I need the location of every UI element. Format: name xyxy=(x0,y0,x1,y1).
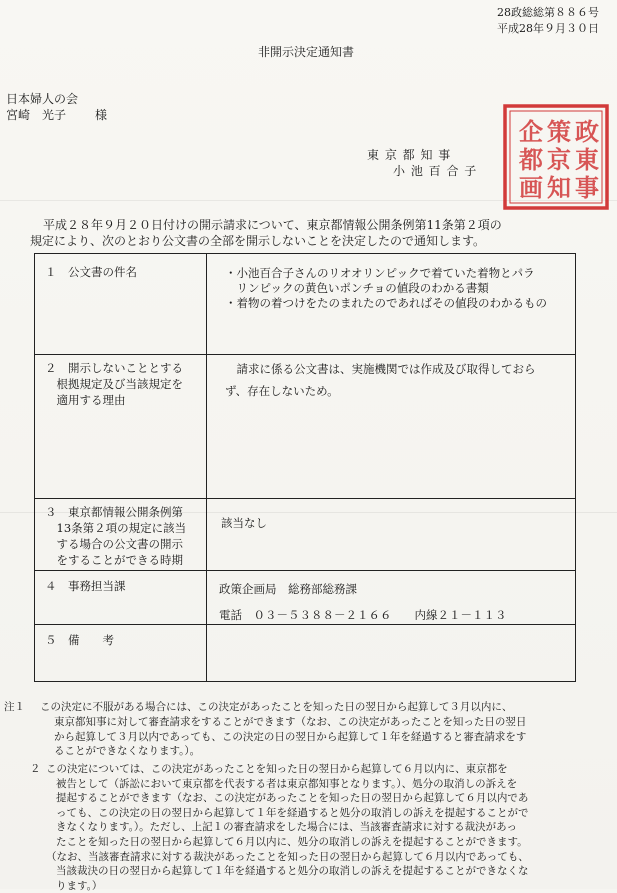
recipient-name: 宮崎 光子 xyxy=(6,108,67,122)
table-row-label: ２ 開示しないこととする 根拠規定及び当該規定を 適用する理由 xyxy=(45,361,183,407)
document-date: 平成28年９月３０日 xyxy=(497,22,599,35)
seal-character: 事 xyxy=(575,173,599,202)
table-row-value: 該当なし xyxy=(221,516,267,530)
document-number: 28政総総第８８６号 xyxy=(497,6,599,19)
seal-character: 政 xyxy=(575,117,599,146)
official-seal xyxy=(501,102,611,212)
recipient-org: 日本婦人の会 xyxy=(6,92,79,106)
table-row-label: １ 公文書の件名 xyxy=(45,265,137,279)
sender-name: 小 池 百 合 子 xyxy=(393,164,478,178)
seal-character: 都 xyxy=(519,145,543,174)
seal-character: 画 xyxy=(519,173,543,202)
intro-line-2: 規定により、次のとおり公文書の全部を開示しないことを決定したので通知します。 xyxy=(30,234,486,248)
note-1-mark: 注１ xyxy=(4,701,25,713)
sender-title: 東 京 都 知 事 xyxy=(367,148,452,162)
note-2-mark: ２ xyxy=(30,763,41,775)
note-2: この決定については、この決定があったことを知った日の翌日から起算して６月以内に、東京都を 被告として（訴訟において東京都を代表する者は東京都知事となります。）、処分の取消しの訴えを 提起することができます（なお、この決定があったことを知った日の翌日から起算して６月以内であ っても、この決定の日の翌日から起算して１年を経過すると処分の取消しの訴えを提起することがで きなくなります。）。ただし、上記１の審査請求をした場合には、当該審査請求に対する裁決があっ たことを知った日の翌日から起算して６月以内に、処分の取消しの訴えを提起することができます。 （なお、当該審査請求に対する裁決があったことを知った日の翌日から起算して６月以内であっても、 当該裁決の日の翌日から起算して１年を経過すると処分の取消しの訴えを提起することができなくな ります。） xyxy=(46,763,529,892)
seal-character: 東 xyxy=(575,145,599,174)
seal-character: 企 xyxy=(519,117,543,146)
table-row-value: 政策企画局 総務部総務課 電話 ０３－５３８８－２１６６ 内線２１－１１３ xyxy=(219,582,507,622)
table-row-label: ３ 東京都情報公開条例第 13条第２項の規定に該当 する場合の公文書の開示 をすることができる時期 xyxy=(45,505,187,567)
table-divider xyxy=(206,254,207,681)
table-row-divider xyxy=(35,354,575,355)
table-row-divider xyxy=(35,498,575,499)
table-row-value: ・小池百合子さんのリオオリンピックで着ていた着物とパラ リンピックの黄色いポンチョの値段のわかる書類 ・着物の着つけをたのまれたのであればその値段のわかるもの xyxy=(225,266,547,310)
table-row-divider xyxy=(35,570,575,571)
document-title: 非開示決定通知書 xyxy=(258,45,355,59)
intro-line-1: 平成２８年９月２０日付けの開示請求について、東京都情報公開条例第11条第２項の xyxy=(43,218,502,232)
table-row-label: ５ 備 考 xyxy=(45,633,114,647)
recipient-honorific: 様 xyxy=(95,108,108,122)
note-1: この決定に不服がある場合には、この決定があったことを知った日の翌日から起算して３月以内に、 東京都知事に対して審査請求をすることができます（なお、この決定があったことを知った日の翌日 から起算して３月以内であっても、この決定の日の翌日から起算して１年を経過すると審査請求をす ることができなくなります。）。 xyxy=(40,701,527,758)
seal-character: 知 xyxy=(547,173,571,202)
seal-character: 策 xyxy=(547,117,571,146)
table-row-value: 請求に係る公文書は、実施機関では作成及び取得しておら ず、存在しないため。 xyxy=(225,362,536,398)
seal-character: 京 xyxy=(547,145,571,174)
table-row-label: ４ 事務担当課 xyxy=(45,579,126,593)
disclosure-table xyxy=(34,253,576,682)
